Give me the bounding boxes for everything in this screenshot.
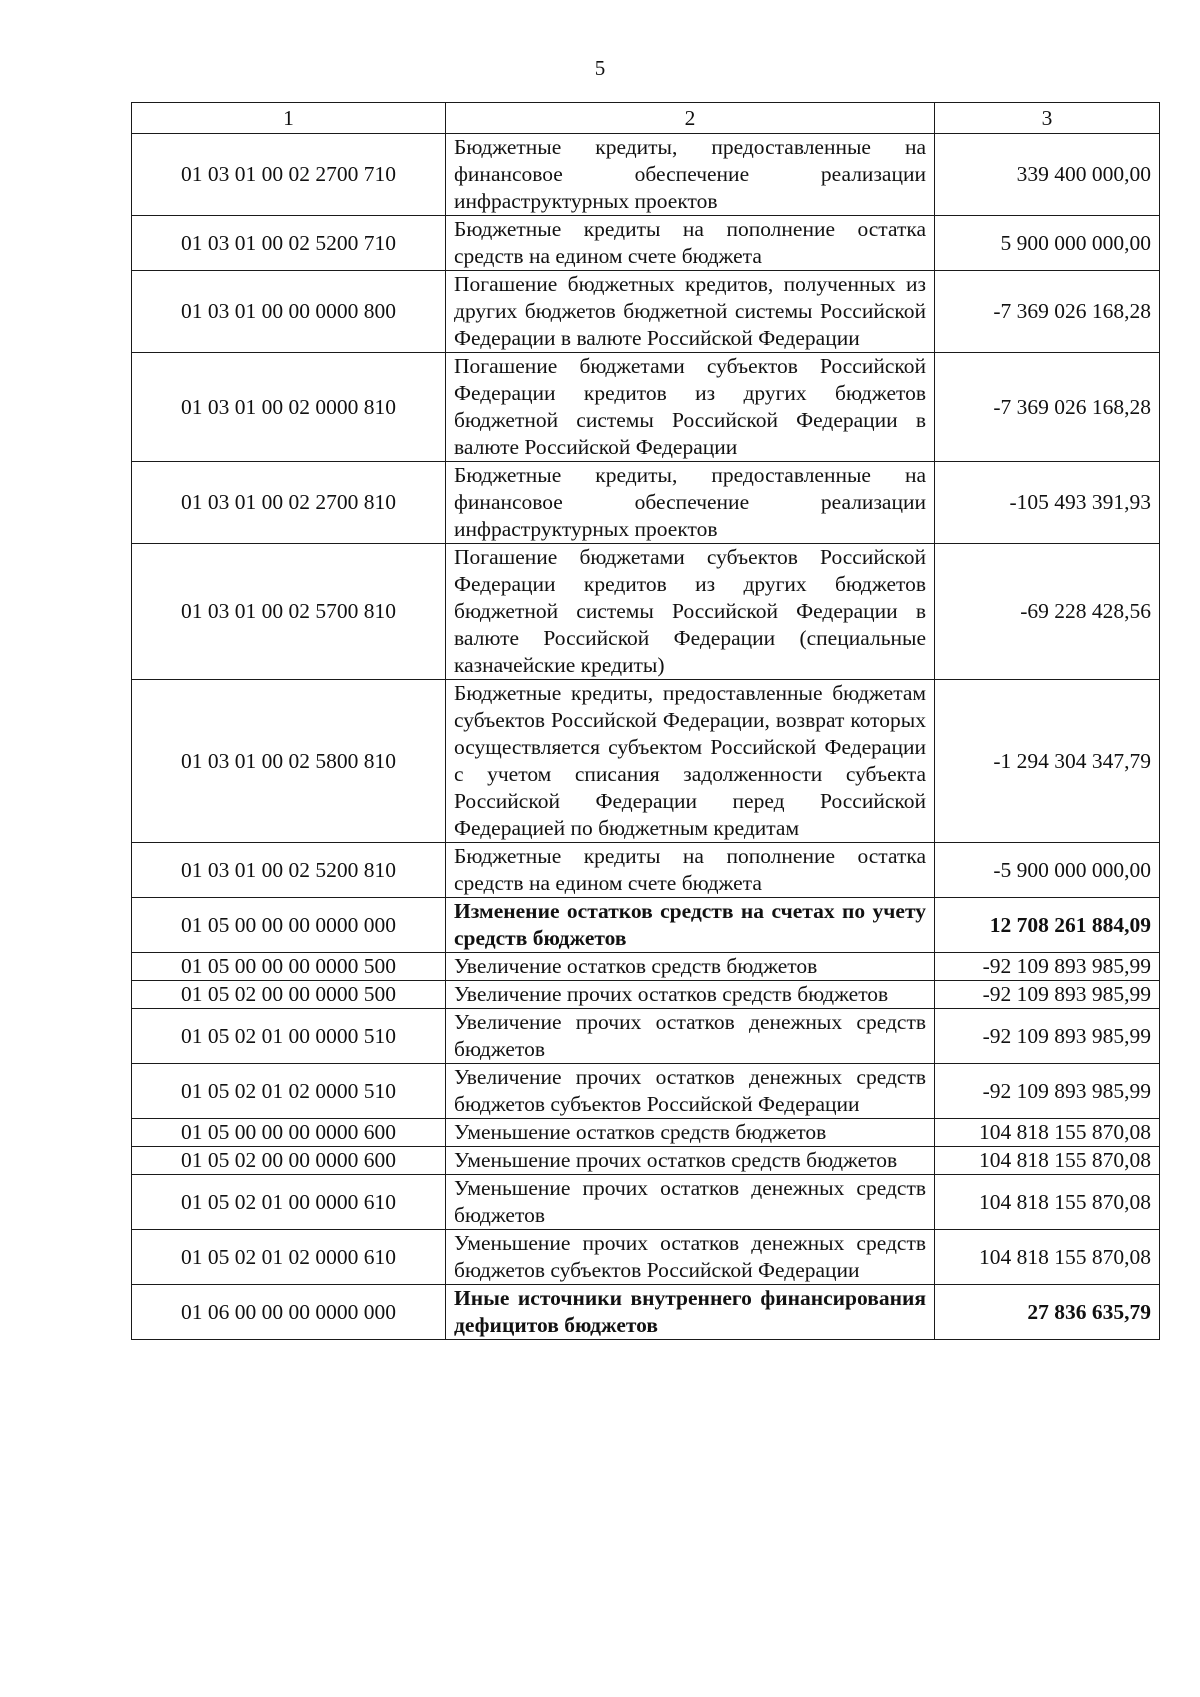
amount-cell: 104 818 155 870,08 — [935, 1230, 1160, 1285]
amount-cell: 339 400 000,00 — [935, 134, 1160, 216]
amount-cell: 104 818 155 870,08 — [935, 1175, 1160, 1230]
description-cell: Бюджетные кредиты, предоставленные бюджетам субъектов Российской Федерации, возврат которых осуществляется субъектом Российской Федерации с учетом списания задолженности субъекта Российской Федерации перед Российской Федерацией по бюджетным кредитам — [446, 680, 935, 843]
table-header-row — [132, 103, 1160, 134]
description-cell: Бюджетные кредиты на пополнение остатка средств на едином счете бюджета — [446, 843, 935, 898]
budget-code-cell: 01 03 01 00 02 5200 710 — [132, 216, 446, 271]
budget-code-cell: 01 06 00 00 00 0000 000 — [132, 1285, 446, 1340]
table-row — [132, 680, 1160, 843]
budget-code-cell: 01 05 00 00 00 0000 000 — [132, 898, 446, 953]
amount-cell: 5 900 000 000,00 — [935, 216, 1160, 271]
table-row — [132, 981, 1160, 1009]
budget-code-cell: 01 03 01 00 02 0000 810 — [132, 353, 446, 462]
table-row — [132, 1147, 1160, 1175]
amount-cell: -92 109 893 985,99 — [935, 1064, 1160, 1119]
amount-cell: -7 369 026 168,28 — [935, 353, 1160, 462]
description-cell: Увеличение прочих остатков средств бюджетов — [446, 981, 935, 1009]
table-row — [132, 353, 1160, 462]
table-row — [132, 843, 1160, 898]
table-row — [132, 134, 1160, 216]
budget-code-cell: 01 05 00 00 00 0000 600 — [132, 1119, 446, 1147]
description-cell: Уменьшение остатков средств бюджетов — [446, 1119, 935, 1147]
amount-cell: -5 900 000 000,00 — [935, 843, 1160, 898]
budget-code-cell: 01 05 02 00 00 0000 600 — [132, 1147, 446, 1175]
amount-cell: 12 708 261 884,09 — [935, 898, 1160, 953]
description-cell: Погашение бюджетами субъектов Российской Федерации кредитов из других бюджетов бюджетной системы Российской Федерации в валюте Российской Федерации (специальные казначейские кредиты) — [446, 544, 935, 680]
description-cell: Иные источники внутреннего финансирования дефицитов бюджетов — [446, 1285, 935, 1340]
table-row — [132, 1230, 1160, 1285]
table-row — [132, 1064, 1160, 1119]
description-cell: Уменьшение прочих остатков денежных средств бюджетов — [446, 1175, 935, 1230]
column-header-amount: 3 — [935, 103, 1160, 134]
budget-code-cell: 01 03 01 00 02 5200 810 — [132, 843, 446, 898]
table-row — [132, 271, 1160, 353]
description-cell: Погашение бюджетами субъектов Российской Федерации кредитов из других бюджетов бюджетной системы Российской Федерации в валюте Российской Федерации — [446, 353, 935, 462]
amount-cell: -1 294 304 347,79 — [935, 680, 1160, 843]
budget-code-cell: 01 03 01 00 00 0000 800 — [132, 271, 446, 353]
table-row — [132, 1009, 1160, 1064]
amount-cell: -92 109 893 985,99 — [935, 953, 1160, 981]
page-number: 5 — [594, 56, 606, 80]
description-cell: Изменение остатков средств на счетах по учету средств бюджетов — [446, 898, 935, 953]
budget-code-cell: 01 03 01 00 02 2700 710 — [132, 134, 446, 216]
table-row — [132, 462, 1160, 544]
budget-sources-table — [131, 102, 1160, 1340]
amount-cell: 27 836 635,79 — [935, 1285, 1160, 1340]
budget-code-cell: 01 05 02 00 00 0000 500 — [132, 981, 446, 1009]
description-cell: Увеличение прочих остатков денежных средств бюджетов субъектов Российской Федерации — [446, 1064, 935, 1119]
table-row — [132, 1119, 1160, 1147]
amount-cell: -92 109 893 985,99 — [935, 1009, 1160, 1064]
description-cell: Увеличение остатков средств бюджетов — [446, 953, 935, 981]
budget-code-cell: 01 03 01 00 02 2700 810 — [132, 462, 446, 544]
column-header-code: 1 — [132, 103, 446, 134]
amount-cell: 104 818 155 870,08 — [935, 1119, 1160, 1147]
table-row — [132, 953, 1160, 981]
amount-cell: 104 818 155 870,08 — [935, 1147, 1160, 1175]
description-cell: Уменьшение прочих остатков денежных средств бюджетов субъектов Российской Федерации — [446, 1230, 935, 1285]
table-row — [132, 544, 1160, 680]
table-row — [132, 1175, 1160, 1230]
table-row — [132, 216, 1160, 271]
budget-code-cell: 01 05 02 01 02 0000 510 — [132, 1064, 446, 1119]
description-cell: Бюджетные кредиты, предоставленные на финансовое обеспечение реализации инфраструктурных проектов — [446, 134, 935, 216]
budget-code-cell: 01 05 02 01 02 0000 610 — [132, 1230, 446, 1285]
table-row — [132, 1285, 1160, 1340]
description-cell: Бюджетные кредиты, предоставленные на финансовое обеспечение реализации инфраструктурных проектов — [446, 462, 935, 544]
description-cell: Бюджетные кредиты на пополнение остатка средств на едином счете бюджета — [446, 216, 935, 271]
description-cell: Уменьшение прочих остатков средств бюджетов — [446, 1147, 935, 1175]
budget-code-cell: 01 03 01 00 02 5800 810 — [132, 680, 446, 843]
budget-code-cell: 01 05 02 01 00 0000 510 — [132, 1009, 446, 1064]
column-header-description: 2 — [446, 103, 935, 134]
budget-code-cell: 01 03 01 00 02 5700 810 — [132, 544, 446, 680]
description-cell: Увеличение прочих остатков денежных средств бюджетов — [446, 1009, 935, 1064]
amount-cell: -92 109 893 985,99 — [935, 981, 1160, 1009]
amount-cell: -105 493 391,93 — [935, 462, 1160, 544]
amount-cell: -7 369 026 168,28 — [935, 271, 1160, 353]
table-row — [132, 898, 1160, 953]
amount-cell: -69 228 428,56 — [935, 544, 1160, 680]
budget-code-cell: 01 05 00 00 00 0000 500 — [132, 953, 446, 981]
budget-code-cell: 01 05 02 01 00 0000 610 — [132, 1175, 446, 1230]
description-cell: Погашение бюджетных кредитов, полученных из других бюджетов бюджетной системы Российской Федерации в валюте Российской Федерации — [446, 271, 935, 353]
